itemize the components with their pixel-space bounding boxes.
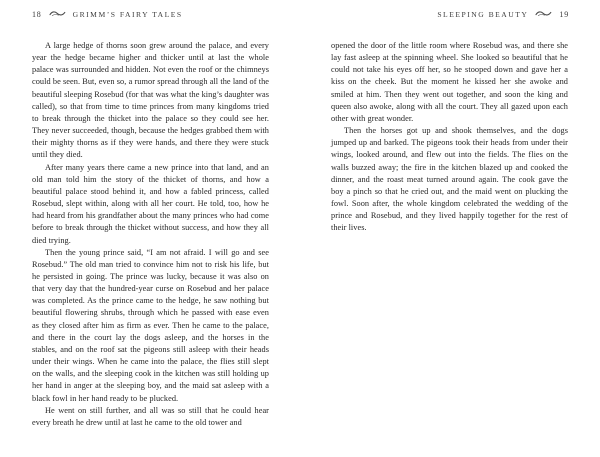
paragraph: After many years there came a new prince into that land, and an old man told him the story of the thicket of thorns, and how a beautiful palace stood behind it, and how a fabled princess, called Rosebud, slept within, along with all her court. He told, too, how he had heard from his grandfather about the many princes who had come before to break through the thicket without success, and how they all died trying. — [32, 162, 269, 245]
right-page-body — [331, 40, 568, 235]
left-running-head: GRIMM’S FAIRY TALES — [72, 10, 183, 19]
left-page-body — [32, 40, 269, 429]
paragraph: A large hedge of thorns soon grew around the palace, and every year the hedge became higher and thicker until at last the whole palace was surrounded and hidden. Not even the roof or the chimneys could be seen. But, even so, a rumor spread through all the land of the beautiful sleeping Rosebud (for that was what the king’s daughter was called), so that from time to time princes from many kingdoms tried to break through the thicket into the palace so they could see her. They never succeeded, though, because the hedges grabbed them with their mighty thorns as if they were hands, and there they were stuck until they died. — [32, 41, 269, 160]
left-page-number: 18 — [32, 10, 42, 19]
left-page-header — [32, 10, 183, 19]
paragraph-continuation: opened the door of the little room where Rosebud was, and there she lay fast asleep at the spinning wheel. She looked so beautiful that he could not take his eyes off her, so he stooped down and gave her a kiss on the cheek. But the moment he kissed her she awoke and smiled at him. Then they went out together, and soon the king and queen also awoke, along with all the court. They all gazed upon each other with great wonder. — [331, 41, 568, 123]
swash-ornament-icon — [49, 10, 66, 19]
right-page-number: 19 — [559, 10, 569, 19]
paragraph: Then the young prince said, “I am not afraid. I will go and see Rosebud.” The old man tried to convince him not to risk his life, but he persisted in going. The prince was lucky, because it was also on that very day that the hundred-year curse on Rosebud and her palace was completed. As the prince came to the hedge, he saw nothing but beautiful flowering shrubs, through which he passed with ease even as they closed after him as firm as ever. Then he came to the palace, and there in the court lay the dogs asleep, and the horses in the stables, and on the roof sat the pigeons still asleep with their heads under their wings. When he came into the palace, the flies still slept on the walls, and the sleeping cook in the kitchen was still holding up her hand in anger at the sleeping boy, and the maid sat asleep with a black fowl in her hand ready to be plucked. — [32, 247, 269, 403]
right-page-header — [437, 10, 569, 19]
right-running-head: SLEEPING BEAUTY — [437, 10, 529, 19]
paragraph: Then the horses got up and shook themselves, and the dogs jumped up and barked. The pigeons took their heads from under their wings, looked around, and flew out into the fields. The flies on the walls buzzed away; the fire in the kitchen blazed up and cooked the dinner, and the roast meat turned around again. The cook gave the boy a pinch so that he cried out, and the maid went on plucking the fowl. Soon after, the whole kingdom celebrated the wedding of the prince and Rosebud, and they lived happily together for the rest of their lives. — [331, 126, 568, 233]
swash-ornament-icon — [535, 10, 552, 19]
paragraph: He went on still further, and all was so still that he could hear every breath he drew until at last he came to the old tower and — [32, 405, 269, 427]
